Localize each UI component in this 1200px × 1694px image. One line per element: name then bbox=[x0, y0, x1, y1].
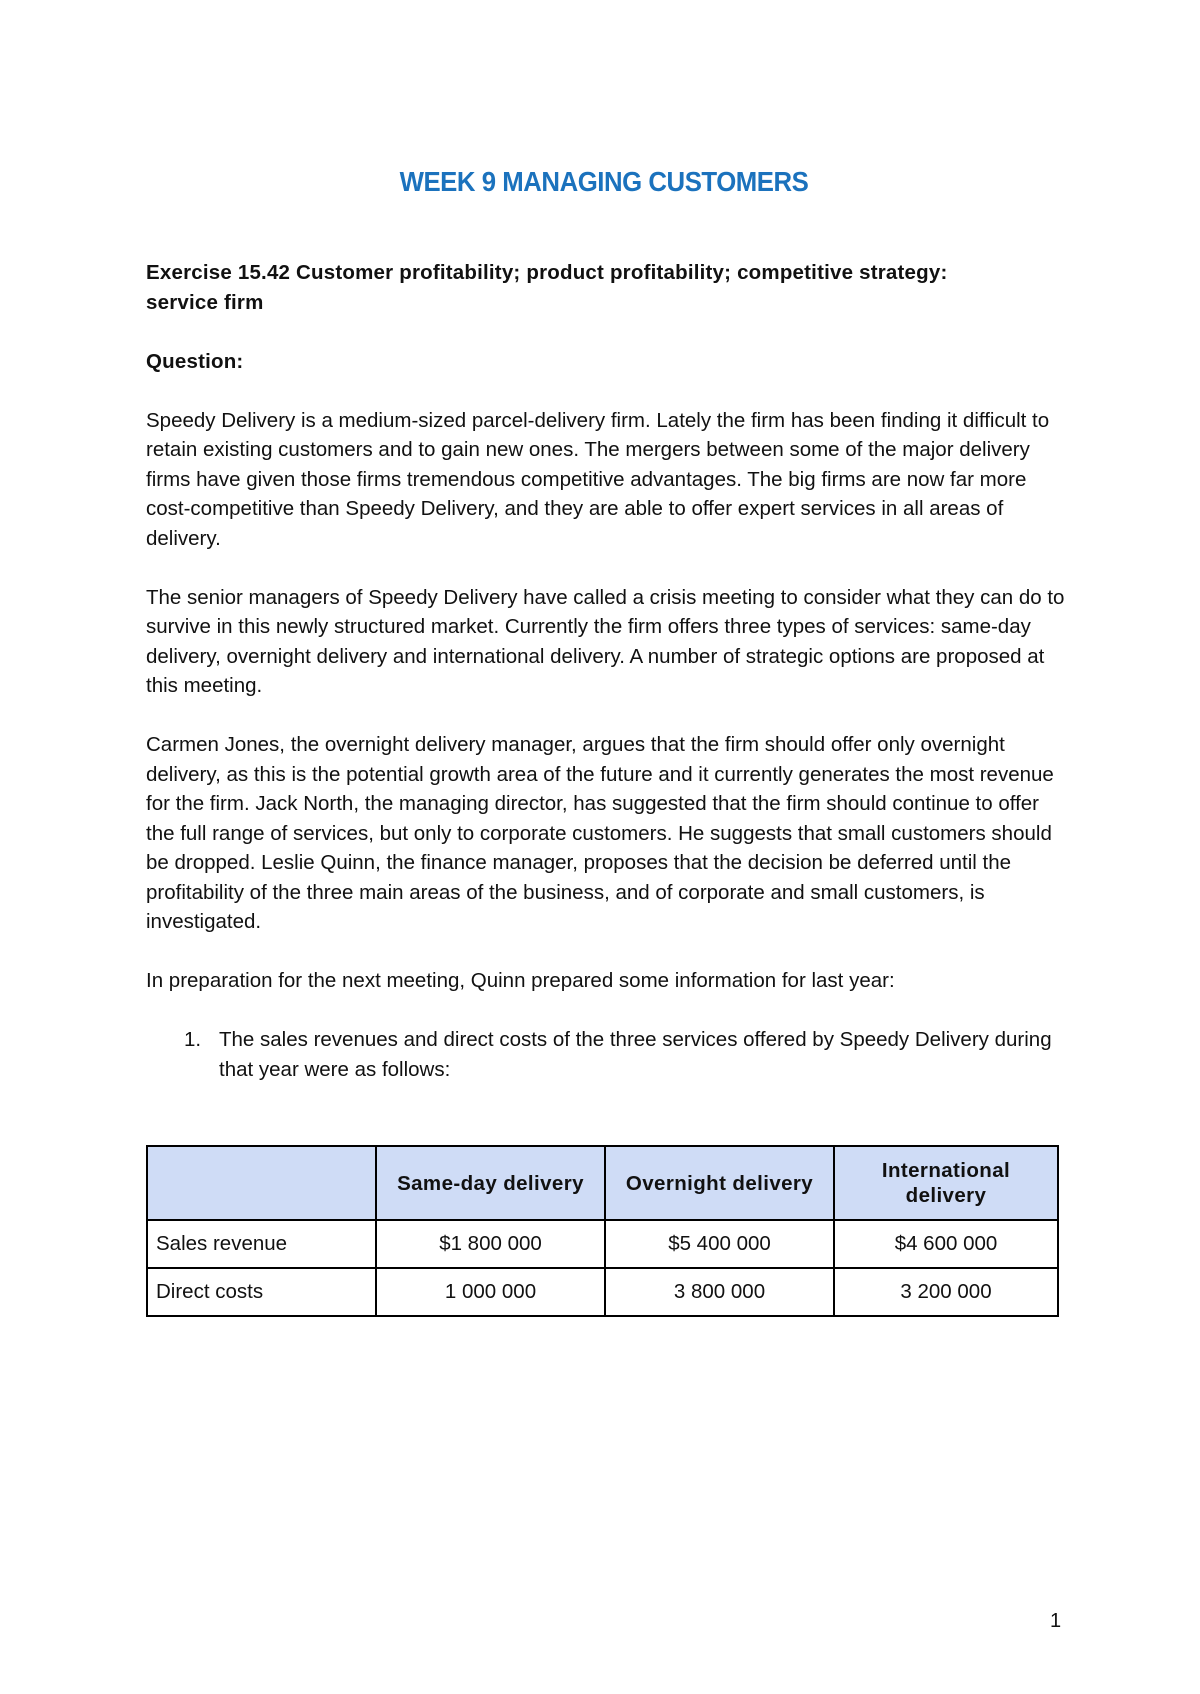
page-title: WEEK 9 MANAGING CUSTOMERS bbox=[399, 166, 809, 197]
paragraph-intro: Speedy Delivery is a medium-sized parcel-delivery firm. Lately the firm has been finding it difficult to retain existing customers and to gain new ones. The mergers between some of the major delivery firms have given those firms tremendous competitive advantages. The big firms are now far more cost-competitive than Speedy Delivery, and they are able to offer expert services in all areas of delivery. bbox=[146, 408, 1050, 550]
page-number: 1 bbox=[1050, 1610, 1062, 1632]
table-header-same-day: Same-day delivery bbox=[376, 1146, 605, 1220]
table-cell: $5 400 000 bbox=[605, 1220, 834, 1268]
document-body bbox=[146, 258, 1066, 1084]
table-header-row bbox=[147, 1146, 1058, 1220]
exercise-heading bbox=[146, 258, 1066, 317]
paragraph-proposals: Carmen Jones, the overnight delivery manager, argues that the firm should offer only overnight delivery, as this is the potential growth area of the future and it currently generates the most revenue for the firm. Jack North, the managing director, has suggested that the firm should continue to offer the full range of services, but only to corporate customers. He suggests that small customers should be dropped. Leslie Quinn, the finance manager, proposes that the decision be deferred until the profitability of the three main areas of the business, and of corporate and small customers, is investigated. bbox=[146, 733, 1054, 933]
paragraph-crisis-meeting: The senior managers of Speedy Delivery have called a crisis meeting to consider what they can do to survive in this newly structured market. Currently the firm offers three types of services: same-day delivery, overnight delivery and international delivery. A number of strategic options are proposed at this meeting. bbox=[146, 585, 1065, 697]
services-table bbox=[146, 1145, 1059, 1317]
table-header-empty bbox=[147, 1146, 376, 1220]
list-item-text: The sales revenues and direct costs of the three services offered by Speedy Delivery during that year were as follows: bbox=[219, 1028, 1052, 1081]
table-row bbox=[147, 1220, 1058, 1268]
table-cell: $1 800 000 bbox=[376, 1220, 605, 1268]
list-item bbox=[146, 1025, 1066, 1084]
table-header-overnight: Overnight delivery bbox=[605, 1146, 834, 1220]
table-row bbox=[147, 1268, 1058, 1316]
exercise-heading-line1: Exercise 15.42 Customer profitability; product profitability; competitive strategy: bbox=[146, 261, 948, 284]
list-item-number: 1. bbox=[184, 1028, 202, 1051]
table-header-international: International delivery bbox=[834, 1146, 1058, 1220]
table-cell: 3 800 000 bbox=[605, 1268, 834, 1316]
row-label-direct-costs: Direct costs bbox=[147, 1268, 376, 1316]
table-cell: 3 200 000 bbox=[834, 1268, 1058, 1316]
exercise-heading-line2: service firm bbox=[146, 290, 264, 314]
row-label-sales-revenue: Sales revenue bbox=[147, 1220, 376, 1268]
paragraph-preparation: In preparation for the next meeting, Quinn prepared some information for last year: bbox=[146, 969, 895, 992]
table-cell: $4 600 000 bbox=[834, 1220, 1058, 1268]
question-label: Question: bbox=[146, 349, 244, 373]
table-cell: 1 000 000 bbox=[376, 1268, 605, 1316]
